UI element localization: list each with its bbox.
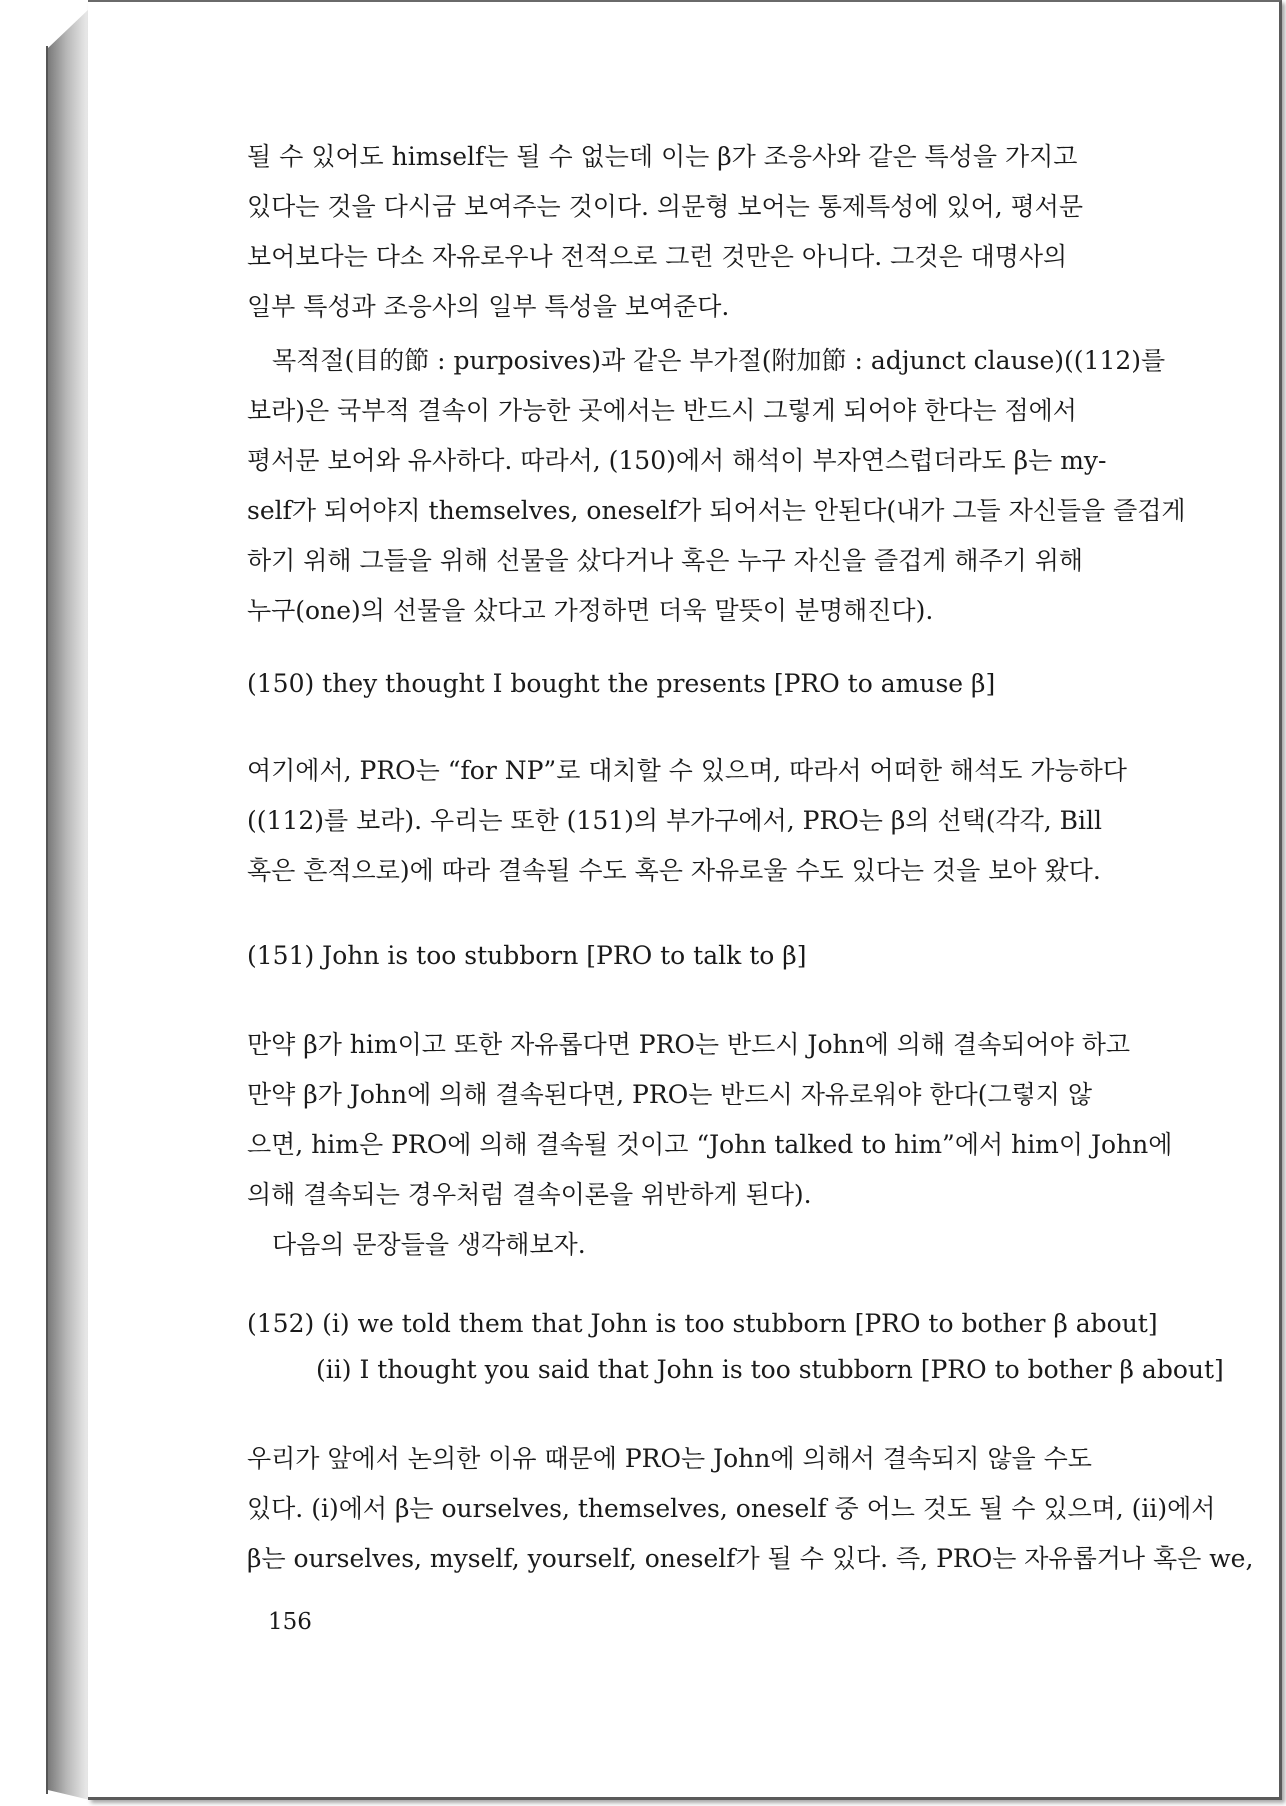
book-edge-line	[46, 46, 48, 1794]
text-line: 될 수 있어도 himself는 될 수 없는데 이는 β가 조응사와 같은 특성을 가지고	[247, 142, 1078, 171]
text-line: 만약 β가 him이고 또한 자유롭다면 PRO는 반드시 John에 의해 결속되어야 하고	[247, 1030, 1131, 1059]
text-line: 평서문 보어와 유사하다. 따라서, (150)에서 해석이 부자연스럽더라도 β는 my-	[247, 446, 1107, 475]
text-line: 있다. (i)에서 β는 ourselves, themselves, oneself 중 어느 것도 될 수 있으며, (ii)에서	[247, 1494, 1216, 1523]
text-line: 으면, him은 PRO에 의해 결속될 것이고 “John talked to him”에서 him이 John에	[247, 1130, 1173, 1159]
text-line: 목적절(目的節 : purposives)과 같은 부가절(附加節 : adjunct clause)((112)를	[272, 346, 1166, 375]
text-line: 우리가 앞에서 논의한 이유 때문에 PRO는 John에 의해서 결속되지 않을 수도	[247, 1444, 1092, 1473]
page-number: 156	[268, 1609, 312, 1635]
text-line: 만약 β가 John에 의해 결속된다면, PRO는 반드시 자유로워야 한다(그렇지 않	[247, 1080, 1092, 1109]
paragraph-3	[247, 746, 1222, 896]
paragraph-6	[247, 1434, 1254, 1584]
text-line: 하기 위해 그들을 위해 선물을 샀다거나 혹은 누구 자신을 즐겁게 해주기 위해	[247, 546, 1084, 575]
example-150: (150) they thought I bought the presents [PRO to amuse β]	[247, 669, 996, 698]
text-line: 보어보다는 다소 자유로우나 전적으로 그런 것만은 아니다. 그것은 대명사의	[247, 242, 1068, 271]
paragraph-2	[247, 336, 1222, 636]
example-152-i: (152) (i) we told them that John is too stubborn [PRO to bother β about]	[247, 1309, 1158, 1338]
book-page	[88, 0, 1282, 1800]
text-line: 다음의 문장들을 생각해보자.	[272, 1230, 586, 1259]
text-line: ((112)를 보라). 우리는 또한 (151)의 부가구에서, PRO는 β의 선택(각각, Bill	[247, 806, 1103, 835]
paragraph-1	[247, 132, 1222, 332]
text-line: 보라)은 국부적 결속이 가능한 곳에서는 반드시 그렇게 되어야 한다는 점에서	[247, 396, 1077, 425]
text-line: 누구(one)의 선물을 샀다고 가정하면 더욱 말뜻이 분명해진다).	[247, 596, 934, 625]
text-line: 있다는 것을 다시금 보여주는 것이다. 의문형 보어는 통제특성에 있어, 평서문	[247, 192, 1084, 221]
paragraph-4	[247, 1020, 1222, 1270]
text-line: 일부 특성과 조응사의 일부 특성을 보여준다.	[247, 292, 730, 321]
text-line: 혹은 흔적으로)에 따라 결속될 수도 혹은 자유로울 수도 있다는 것을 보아 왔다.	[247, 856, 1101, 885]
book-edge	[48, 8, 90, 1800]
example-151: (151) John is too stubborn [PRO to talk to β]	[247, 941, 807, 970]
text-line: 여기에서, PRO는 “for NP”로 대치할 수 있으며, 따라서 어떠한 해석도 가능하다	[247, 756, 1127, 785]
example-152-ii: (ii) I thought you said that John is too stubborn [PRO to bother β about]	[316, 1355, 1224, 1384]
text-line: 의해 결속되는 경우처럼 결속이론을 위반하게 된다).	[247, 1180, 812, 1209]
text-line: β는 ourselves, myself, yourself, oneself가 될 수 있다. 즉, PRO는 자유롭거나 혹은 we,	[247, 1544, 1254, 1573]
text-line: self가 되어야지 themselves, oneself가 되어서는 안된다(내가 그들 자신들을 즐겁게	[247, 496, 1186, 525]
